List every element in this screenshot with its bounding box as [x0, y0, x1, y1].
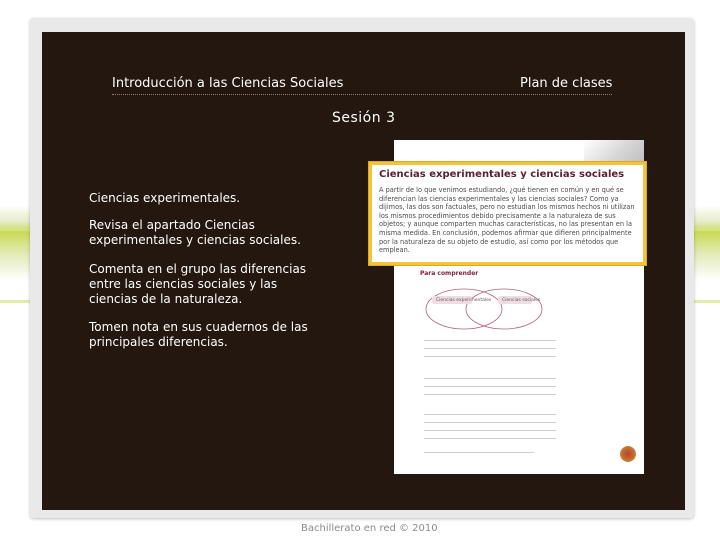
answer-line — [424, 340, 556, 341]
instruction-3: Comenta en el grupo las diferencias entre las ciencias sociales y las ciencias de la naturaleza. — [89, 262, 307, 306]
callout-box — [369, 162, 646, 265]
header-divider — [112, 94, 612, 95]
instruction-4: Tomen nota en sus cuadernos de las principales diferencias. — [89, 320, 308, 349]
venn-circle-left — [426, 289, 502, 329]
answer-line — [424, 422, 556, 423]
answer-line — [424, 452, 534, 453]
callout-text: A partir de lo que venimos estudiando, ¿qué tienen en común y en qué se diferencian las ciencias experimentales y las ciencias sociales? Como ya dijimos, las dos son factuales, pero no estudian los mismos hechos ni utilizan los mismos procedimientos debido precisamente a la naturaleza de sus objetos; y aunque comparten muchas características, no las presentan en la misma medida. En conclusión, podemos afirmar que difieren principalmente por la naturaleza de su objeto de estudio, así como por los métodos que emplean. — [379, 186, 635, 255]
callout-title: Ciencias experimentales y ciencias sociales — [379, 169, 625, 180]
venn-label-right: Ciencias sociales — [502, 298, 541, 303]
answer-line — [424, 394, 556, 395]
answer-line — [424, 378, 556, 379]
section-heading: Para comprender — [420, 270, 479, 277]
answer-line — [424, 348, 556, 349]
plan-title: Plan de clases — [520, 76, 613, 91]
answer-line — [424, 438, 556, 439]
venn-label-left: Ciencias experimentales — [436, 298, 492, 303]
footer-credit: Bachillerato en red © 2010 — [301, 523, 438, 534]
instruction-1: Ciencias experimentales. — [89, 191, 241, 205]
venn-diagram — [424, 285, 544, 331]
course-title: Introducción a las Ciencias Sociales — [112, 76, 344, 91]
page-number-badge — [620, 446, 636, 462]
answer-line — [424, 430, 556, 431]
answer-line — [424, 386, 556, 387]
answer-line — [424, 414, 556, 415]
session-title: Sesión 3 — [332, 110, 396, 126]
answer-line — [424, 356, 556, 357]
venn-circle-right — [466, 289, 542, 329]
instruction-2: Revisa el apartado Ciencias experimentales y ciencias sociales. — [89, 218, 301, 247]
